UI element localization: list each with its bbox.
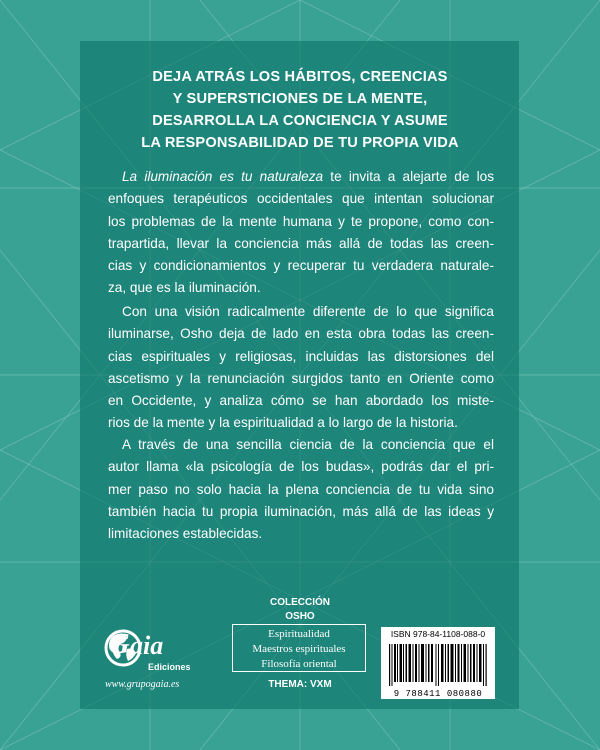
publisher-url: www.grupogaia.es (105, 679, 180, 690)
headline-line: Y SUPERSTICIONES DE LA MENTE, (172, 91, 428, 107)
isbn-label: ISBN 978-84-1108-088-0 (381, 627, 495, 641)
paragraph-line: cias y condicionamientos y recuperar tu verdadera naturale- (108, 258, 494, 274)
topic-item: Espiritualidad (268, 628, 330, 640)
paragraph-line: en Occidente, y analiza cómo se han abordado los miste- (108, 393, 494, 409)
headline-line: DESARROLLA LA CONCIENCIA Y ASUME (152, 113, 448, 129)
headline (120, 66, 480, 154)
paragraph-line: A través de una sencilla ciencia de la conciencia que el (122, 437, 494, 452)
paragraph-1 (108, 166, 494, 300)
paragraph-line: iluminarse, Osho deja de lado en esta obra todas las creen- (108, 326, 494, 342)
paragraph-line: autor llama «la psicología de los budas», podrás dar el pri- (108, 459, 494, 475)
paragraph-line: rios de la mente y la espiritualidad a lo largo de la historia. (108, 415, 458, 431)
paragraph-line: los problemas de la mente humana y te propone, como con- (108, 213, 494, 229)
paragraph-line: La iluminación es tu naturaleza te invita a alejarte de los (122, 169, 494, 184)
paragraph-line: Con una visión radicalmente diferente de lo que significa (122, 304, 494, 319)
collection-label (232, 596, 368, 624)
publisher-subtitle: Ediciones (148, 662, 191, 672)
paragraph-line: trapartida, llevar la conciencia más allá de todas las creen- (108, 235, 494, 251)
book-title: La iluminación es tu naturaleza (122, 169, 324, 184)
paragraph-2 (108, 301, 494, 435)
collection-heading: COLECCIÓN (270, 597, 330, 608)
barcode-bars (381, 641, 495, 687)
paragraph-line: también hacia tu propia iluminación, más allá de las ideas y (108, 503, 494, 519)
paragraph-line: cias espirituales y religiosas, incluidas las distorsiones del (108, 348, 494, 364)
paragraph-line: ascetismo y la renunciación surgidos tanto en Oriente como (108, 370, 494, 386)
thema-code: THEMA: VXM (268, 679, 332, 690)
topic-item: Filosofía oriental (261, 658, 337, 670)
paragraph-line: mer paso no solo hacia la plena conciencia de tu vida sino (108, 481, 494, 497)
topics-box (232, 624, 366, 672)
collection-name: OSHO (285, 611, 315, 622)
paragraph-3 (108, 434, 494, 545)
paragraph-line: za, que es la iluminación. (108, 280, 261, 296)
paragraph-line: enfoques terapéuticos occidentales que intentan solucionar (108, 191, 494, 207)
publisher-wordmark: aia G (108, 627, 164, 660)
barcode-number: 9 788411 080880 (393, 689, 483, 699)
topic-item: Maestros espirituales (252, 643, 346, 655)
paragraph-line: limitaciones establecidas. (108, 526, 263, 542)
headline-line: DEJA ATRÁS LOS HÁBITOS, CREENCIAS (152, 69, 448, 85)
headline-line: LA RESPONSABILIDAD DE TU PROPIA VIDA (141, 135, 459, 151)
publisher-initial: G (108, 627, 130, 660)
